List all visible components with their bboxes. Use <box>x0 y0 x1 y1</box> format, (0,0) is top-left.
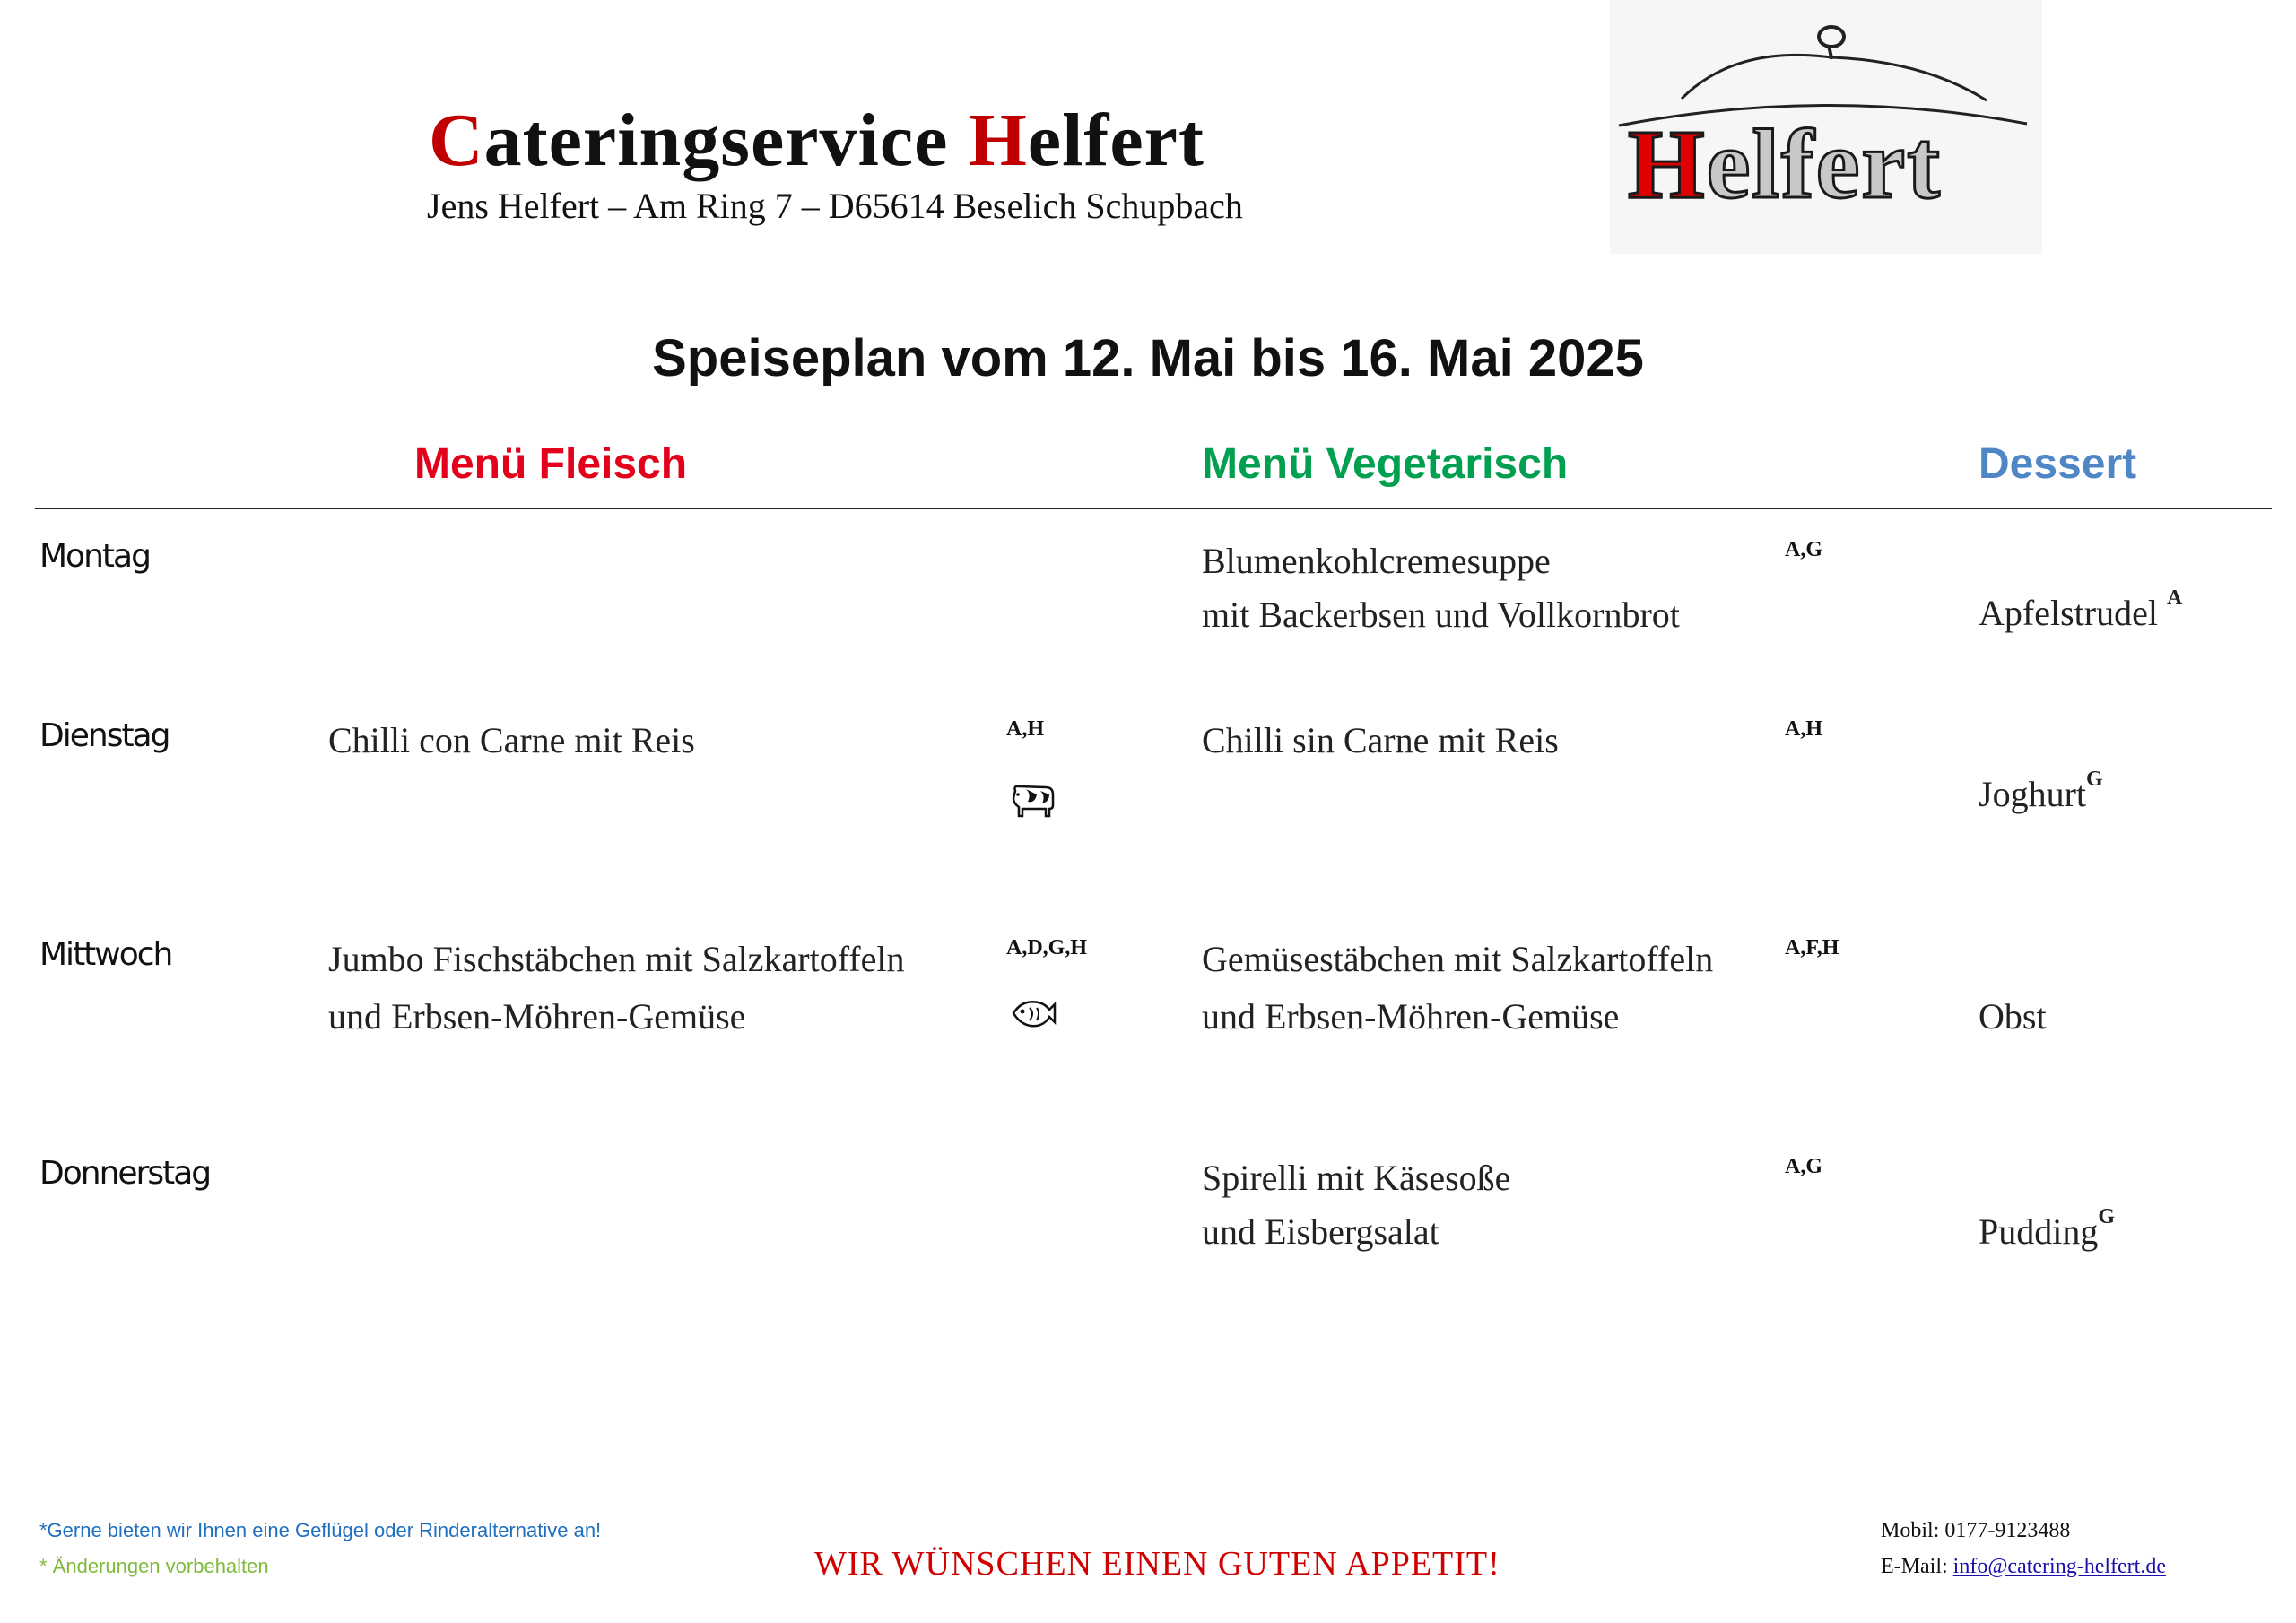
column-header-meat: Menü Fleisch <box>414 440 688 488</box>
veg-dish-line2: und Eisbergsalat <box>1202 1211 1439 1252</box>
dessert-allergens: G <box>2086 768 2103 791</box>
brand-name <box>429 97 1205 184</box>
dessert-item <box>1979 995 2047 1037</box>
veg-dish-line1: Gemüsestäbchen mit Salzkartoffeln <box>1202 939 1714 979</box>
footnote-changes: * Änderungen vorbehalten <box>39 1555 269 1577</box>
meat-allergens: A,D,G,H <box>1006 936 1087 959</box>
footnote-alternative: *Gerne bieten wir Ihnen eine Geflügel oder Rinderalternative an! <box>39 1519 602 1541</box>
address: Jens Helfert – Am Ring 7 – D65614 Beselich Schupbach <box>427 186 1243 226</box>
email-link[interactable]: info@catering-helfert.de <box>1952 1555 2166 1578</box>
logo-initial: H <box>1628 109 1707 219</box>
dessert-name: Joghurt <box>1979 774 2086 814</box>
dessert-item <box>1979 768 2103 815</box>
veg-dish-line2: und Erbsen-Möhren-Gemüse <box>1202 996 1620 1037</box>
brand-text-2: elfert <box>1027 99 1205 182</box>
veg-dish-line1: Blumenkohlcremesuppe <box>1202 541 1551 581</box>
contact-email <box>1881 1555 2166 1579</box>
meat-dish-line1: Chilli con Carne mit Reis <box>328 720 695 760</box>
day-label: Mittwoch <box>39 936 172 973</box>
column-header-dessert: Dessert <box>1979 440 2137 488</box>
day-label: Montag <box>39 538 150 575</box>
logo-rest: elfert <box>1706 109 1942 219</box>
header-divider <box>35 508 2272 509</box>
page-title: Speiseplan vom 12. Mai bis 16. Mai 2025 <box>652 329 1644 387</box>
meat-dish-line2: und Erbsen-Möhren-Gemüse <box>328 996 746 1037</box>
day-label: Dienstag <box>39 717 170 754</box>
brand-text-1: ateringservice <box>483 99 969 182</box>
brand-initial-c: C <box>429 99 484 182</box>
column-header-vegetarian: Menü Vegetarisch <box>1202 440 1569 488</box>
slogan: WIR WÜNSCHEN EINEN GUTEN APPETIT! <box>814 1545 1500 1583</box>
dessert-allergens: G <box>2098 1205 2116 1228</box>
dessert-item <box>1979 1205 2116 1253</box>
brand-initial-h: H <box>968 99 1028 182</box>
veg-allergens: A,H <box>1785 717 1822 741</box>
meat-allergens: A,H <box>1006 717 1044 741</box>
veg-allergens: A,G <box>1785 1155 1822 1178</box>
meat-dish-line1: Jumbo Fischstäbchen mit Salzkartoffeln <box>328 939 905 979</box>
cow-icon <box>1010 782 1057 818</box>
veg-dish-line2: mit Backerbsen und Vollkornbrot <box>1202 595 1680 635</box>
logo <box>1610 0 2042 254</box>
veg-dish-line1: Chilli sin Carne mit Reis <box>1202 720 1559 760</box>
day-label: Donnerstag <box>39 1155 211 1192</box>
fish-icon <box>1010 995 1057 1031</box>
dessert-name: Obst <box>1979 996 2047 1037</box>
contact-mobile: Mobil: 0177-9123488 <box>1881 1519 2071 1542</box>
veg-allergens: A,G <box>1785 538 1822 561</box>
dessert-allergens: A <box>2166 586 2183 610</box>
logo-wordmark <box>1628 108 1942 221</box>
dessert-name: Apfelstrudel <box>1979 593 2158 633</box>
veg-dish-line1: Spirelli mit Käsesoße <box>1202 1158 1511 1198</box>
dessert-item <box>1979 586 2183 634</box>
dessert-name: Pudding <box>1979 1211 2099 1252</box>
email-label: E-Mail: <box>1881 1555 1953 1578</box>
veg-allergens: A,F,H <box>1785 936 1839 959</box>
